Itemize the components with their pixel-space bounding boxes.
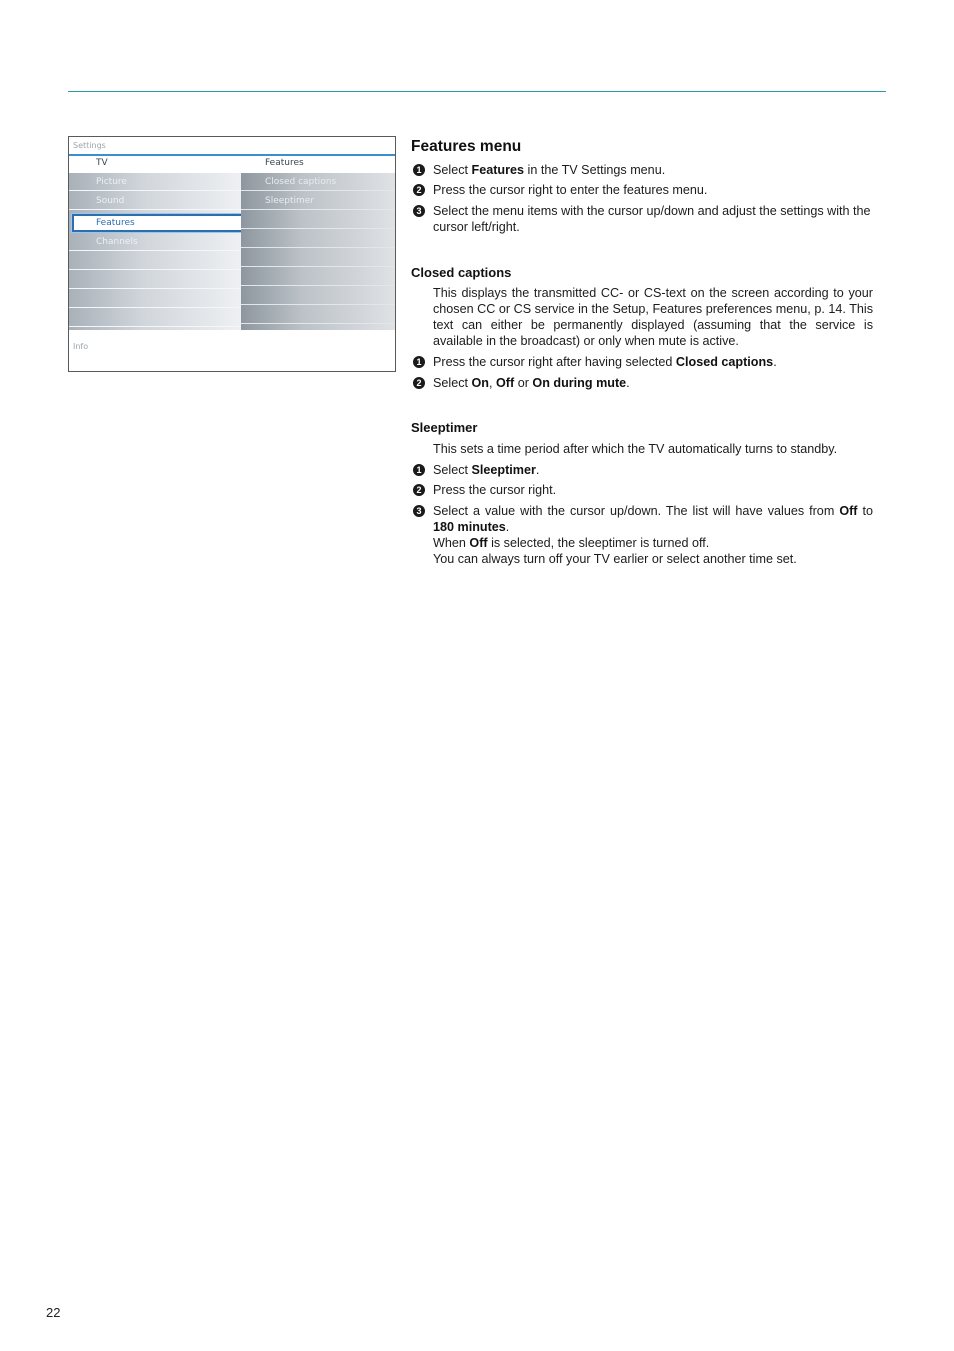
- menu-title: Settings: [73, 141, 106, 150]
- sleeptimer-heading: Sleeptimer: [411, 420, 478, 435]
- menu-right-heading: Features: [265, 158, 304, 168]
- menu-left-panel: [69, 173, 241, 330]
- closed-captions-description: This displays the transmitted CC- or CS-text on the screen according to your chosen CC or CS service in the Setup, Features preferences menu, p. 14. This text can either be permanently displayed (assuming that the service is available in the broadcast) or only when mute is active.: [433, 286, 873, 348]
- menu-item-features[interactable]: Features: [72, 214, 243, 232]
- menu-empty-row: [241, 268, 395, 286]
- features-heading: Features menu: [411, 138, 522, 155]
- menu-empty-row: [69, 271, 241, 289]
- menu-info-label: Info: [73, 342, 89, 351]
- menu-empty-row: [241, 249, 395, 267]
- step-number-icon: 2: [413, 184, 425, 196]
- step-number-icon: 3: [413, 205, 425, 217]
- menu-empty-row: [241, 287, 395, 305]
- page-number: 22: [46, 1305, 61, 1320]
- menu-empty-row: [69, 290, 241, 308]
- step-number-icon: 2: [413, 484, 425, 496]
- menu-title-divider: [69, 154, 395, 156]
- menu-empty-row: [241, 211, 395, 229]
- menu-left-heading: TV: [96, 158, 108, 168]
- step-number-icon: 1: [413, 356, 425, 368]
- menu-empty-row: [69, 252, 241, 270]
- menu-subitem-sleeptimer[interactable]: Sleeptimer: [241, 192, 395, 210]
- menu-item-picture[interactable]: Picture: [69, 173, 241, 191]
- closed-captions-heading: Closed captions: [411, 265, 512, 280]
- step-number-icon: 2: [413, 377, 425, 389]
- menu-empty-row: [241, 230, 395, 248]
- menu-item-channels[interactable]: Channels: [69, 233, 241, 251]
- menu-empty-row: [69, 309, 241, 327]
- step-number-icon: 1: [413, 164, 425, 176]
- sleeptimer-description: This sets a time period after which the TV automatically turns to standby.: [433, 442, 838, 456]
- menu-empty-row: [241, 306, 395, 324]
- menu-subitem-closed-captions[interactable]: Closed captions: [241, 173, 395, 191]
- menu-right-panel: [241, 173, 395, 330]
- step-number-icon: 3: [413, 505, 425, 517]
- header-rule: [68, 91, 886, 92]
- menu-item-sound[interactable]: Sound: [69, 192, 241, 210]
- tv-settings-menu-screenshot: [68, 136, 396, 372]
- step-number-icon: 1: [413, 464, 425, 476]
